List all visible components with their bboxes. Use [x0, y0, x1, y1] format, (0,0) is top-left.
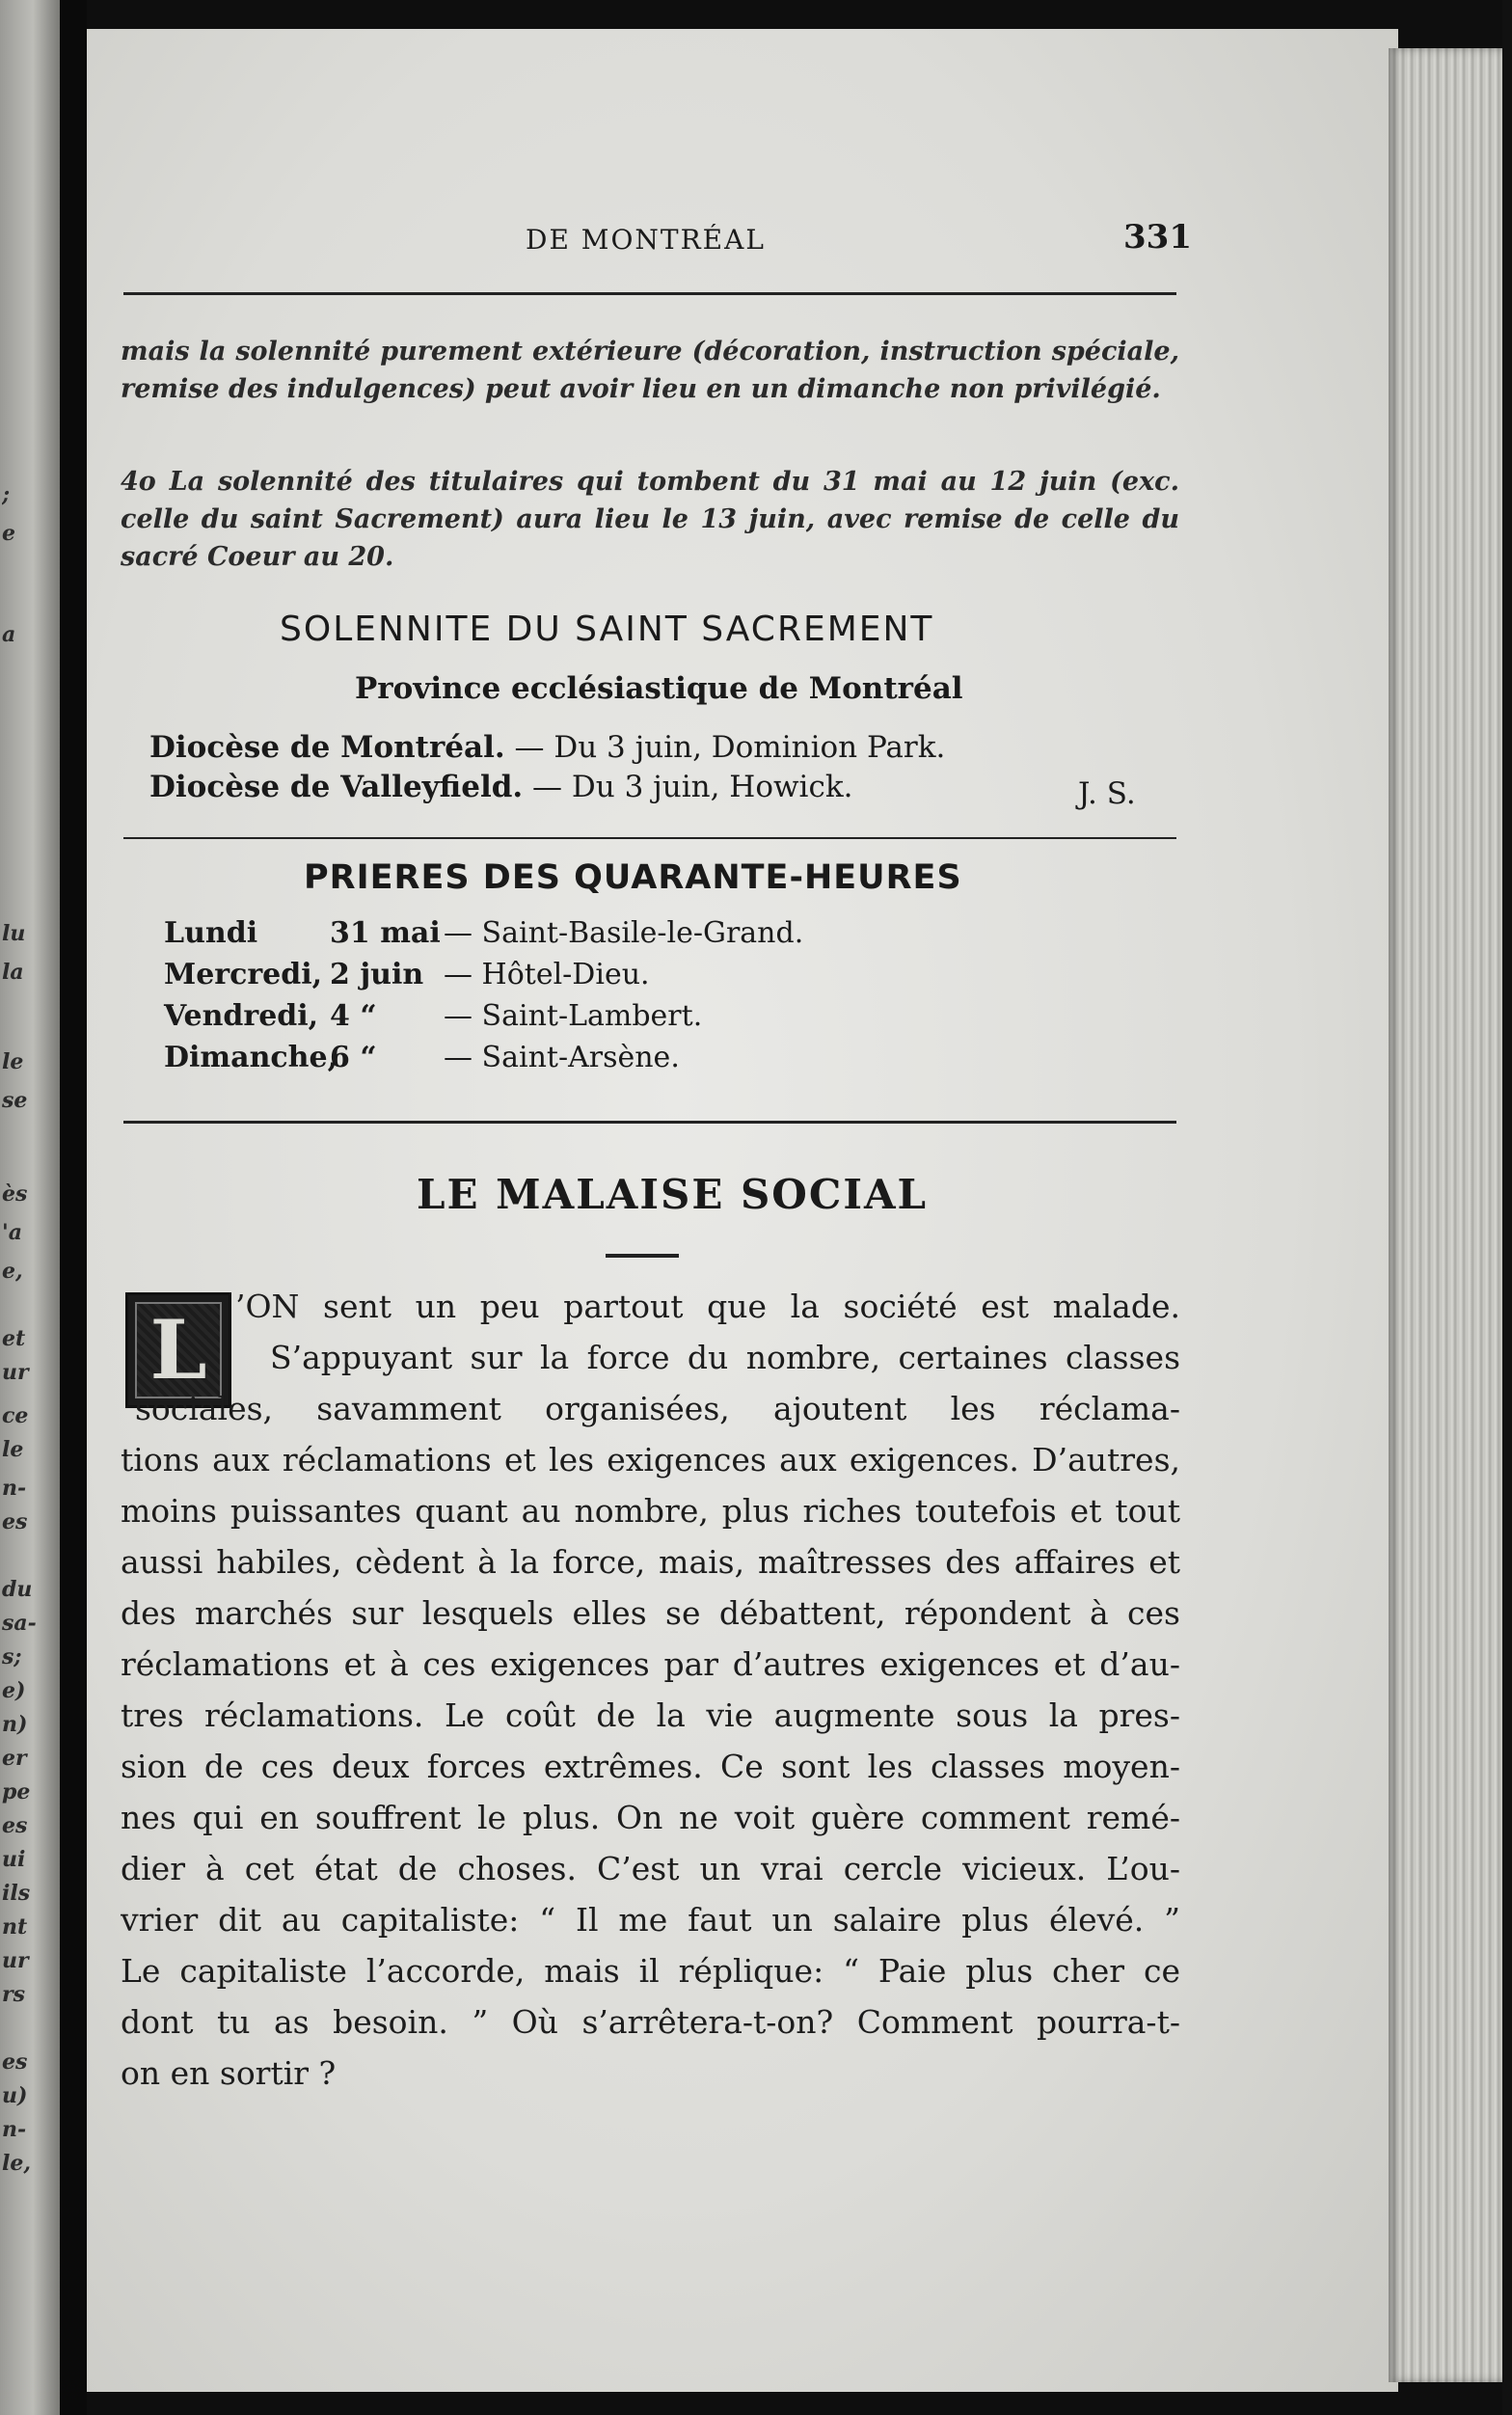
article-line: moins puissantes quant au nombre, plus riches toutefois et tout — [121, 1492, 1180, 1530]
margin-fragment: ur — [2, 1360, 29, 1385]
note-paragraph-2: 4o La solennité des titulaires qui tombent du 31 mai au 12 juin (exc. celle du saint Sacrement) aura lieu le 13 juin, avec remise de celle du sacré Coeur au 20. — [121, 467, 1179, 572]
article-line: des marchés sur lesquels elles se débattent, répondent à ces — [121, 1594, 1180, 1632]
author-initials: J. S. — [1078, 776, 1136, 811]
margin-fragment: n) — [2, 1712, 28, 1737]
margin-fragment: ils — [2, 1881, 31, 1906]
article-line: vrier dit au capitaliste: “ Il me faut un salaire plus élevé. ” — [121, 1901, 1180, 1939]
adjacent-page-edge — [0, 0, 60, 2415]
margin-fragment: es — [2, 1813, 28, 1838]
page-block-edges — [1389, 48, 1504, 2382]
margin-fragment: rs — [2, 1982, 25, 2007]
margin-fragment: pe — [2, 1779, 31, 1804]
margin-fragment: ui — [2, 1847, 26, 1872]
article-line: Le capitaliste l’accorde, mais il réplique: “ Paie plus cher ce — [121, 1952, 1180, 1990]
article-line: ’ON sent un peu partout que la société est malade. — [235, 1288, 1180, 1325]
section-rule — [123, 837, 1176, 839]
article-line: nes qui en souffrent le plus. On ne voit guère comment remé- — [121, 1799, 1180, 1836]
note-paragraph-1: mais la solennité purement extérieure (décoration, instruction spéciale, remise des indulgences) peut avoir lieu en un dimanche non privilégié. — [121, 337, 1179, 404]
diocese-detail: — Du 3 juin, Dominion Park. — [504, 730, 946, 765]
margin-fragment: a — [2, 622, 16, 647]
diocese-name: Diocèse de Valleyfield. — [149, 770, 524, 804]
title-dash — [606, 1254, 679, 1258]
margin-fragment: e, — [2, 1259, 23, 1284]
schedule-day: Lundi — [164, 916, 258, 950]
province-subheading: Province ecclésiastique de Montréal — [355, 671, 963, 706]
schedule-date: 4 “ — [330, 999, 377, 1033]
schedule-place: — Saint-Arsène. — [444, 1041, 680, 1074]
schedule-place: — Hôtel-Dieu. — [444, 958, 650, 991]
article-line: aussi habiles, cèdent à la force, mais, maîtresses des affaires et — [121, 1543, 1180, 1581]
article-line: tions aux réclamations et les exigences aux exigences. D’autres, — [121, 1441, 1180, 1479]
margin-fragment: le — [2, 1049, 24, 1074]
margin-fragment: ès — [2, 1181, 28, 1207]
schedule-day: Vendredi, — [164, 999, 319, 1033]
drop-cap-letter: L — [149, 1302, 207, 1397]
margin-fragment: ; — [2, 482, 11, 507]
prieres-heading: PRIERES DES QUARANTE-HEURES — [304, 858, 962, 897]
margin-fragment: le, — [2, 2151, 32, 2176]
article-line: tres réclamations. Le coût de la vie augmente sous la pres- — [121, 1696, 1180, 1734]
margin-fragment: e) — [2, 1678, 26, 1703]
page-number: 331 — [1123, 218, 1192, 257]
margin-fragment: es — [2, 1509, 28, 1534]
margin-fragment: sa- — [2, 1611, 37, 1636]
header-rule — [123, 292, 1176, 295]
article-line: dont tu as besoin. ” Où s’arrêtera-t-on? Comment pourra-t- — [121, 2003, 1180, 2041]
article-line: sociales, savamment organisées, ajoutent les réclama- — [135, 1390, 1180, 1427]
margin-fragment: 'a — [2, 1220, 22, 1245]
margin-fragment: le — [2, 1437, 24, 1462]
margin-fragment: la — [2, 960, 24, 985]
margin-fragment: e — [2, 521, 15, 546]
article-line: réclamations et à ces exigences par d’autres exigences et d’au- — [121, 1645, 1180, 1683]
margin-fragment: nt — [2, 1914, 28, 1940]
schedule-date: 2 juin — [330, 958, 424, 991]
article-line: S’appuyant sur la force du nombre, certaines classes — [270, 1339, 1180, 1376]
margin-fragment: du — [2, 1577, 33, 1602]
diocese-row — [149, 730, 945, 765]
schedule-date: 6 “ — [330, 1041, 377, 1074]
margin-fragment: er — [2, 1746, 27, 1771]
diocese-name: Diocèse de Montréal. — [149, 730, 505, 765]
article-line: sion de ces deux forces extrêmes. Ce sont les classes moyen- — [121, 1748, 1180, 1785]
margin-fragment: es — [2, 2049, 28, 2075]
diocese-detail: — Du 3 juin, Howick. — [523, 770, 853, 804]
margin-fragment: se — [2, 1088, 28, 1113]
running-head: DE MONTRÉAL — [526, 224, 766, 256]
article-title: LE MALAISE SOCIAL — [417, 1171, 929, 1218]
schedule-day: Dimanche, — [164, 1041, 338, 1074]
right-shadow — [1502, 0, 1512, 2415]
schedule-day: Mercredi, — [164, 958, 323, 991]
margin-fragment: et — [2, 1326, 26, 1351]
section-rule — [123, 1121, 1176, 1124]
margin-fragment: n- — [2, 1476, 27, 1501]
solennite-heading: SOLENNITE DU SAINT SACREMENT — [280, 610, 934, 649]
schedule-date: 31 mai — [330, 916, 441, 950]
margin-fragment: ce — [2, 1403, 29, 1428]
margin-fragment: n- — [2, 2117, 27, 2142]
margin-fragment: s; — [2, 1644, 22, 1669]
margin-fragment: lu — [2, 921, 26, 946]
diocese-row — [149, 770, 852, 804]
schedule-place: — Saint-Basile-le-Grand. — [444, 916, 804, 950]
margin-fragment: u) — [2, 2083, 28, 2108]
book-gutter — [60, 0, 87, 2415]
schedule-place: — Saint-Lambert. — [444, 999, 703, 1033]
margin-fragment: ur — [2, 1948, 29, 1973]
article-line: dier à cet état de choses. C’est un vrai cercle vicieux. L’ou- — [121, 1850, 1180, 1887]
article-line: on en sortir ? — [121, 2054, 337, 2092]
